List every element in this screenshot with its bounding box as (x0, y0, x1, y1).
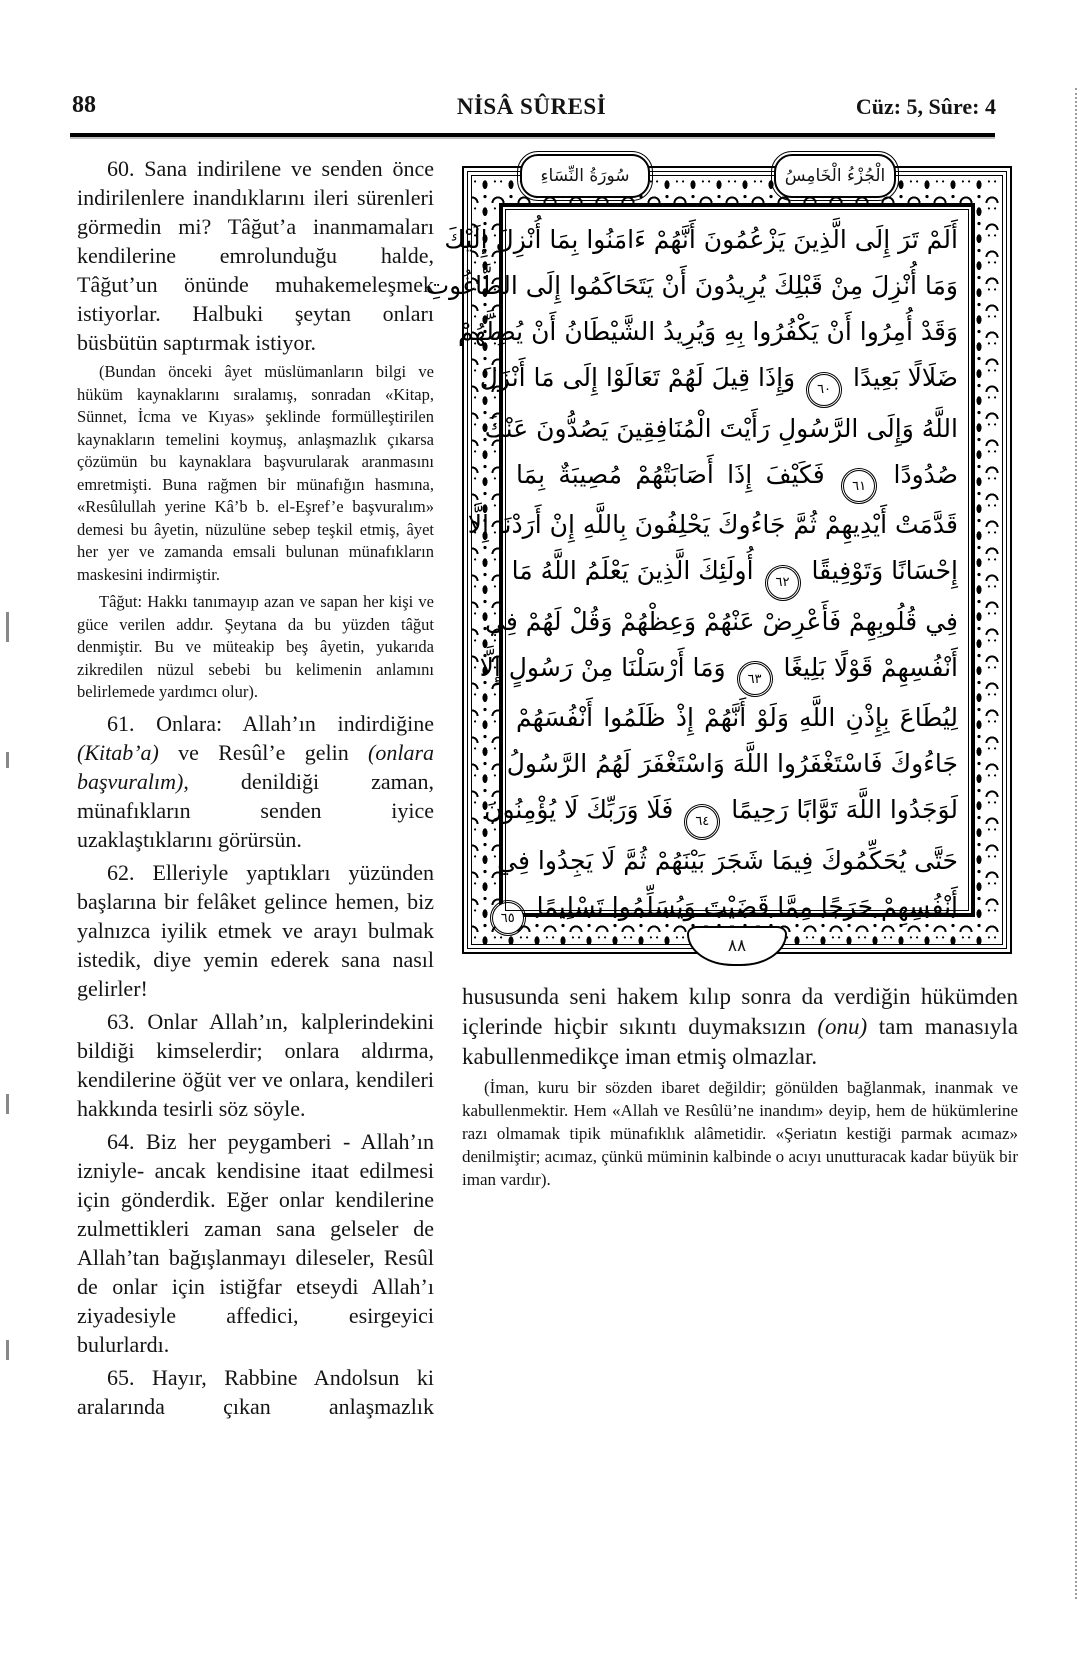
surah-name-label: سُورَةُ النِّسَاءِ (540, 166, 630, 186)
ayah-number-marker: ٦٤ (686, 806, 718, 838)
text-segment: 64. Biz her peygamberi - Allah’ın izniyle- ancak kendisine itaat edilmesi için gönderdik. Eğer onlar kendilerine zulmettikleri zaman sana gelseler de Allah’tan bağışlanmayı dileseler, Resûl de onlar için istiğfar etseydi Allah’ı ziyadesiyle affedici, esirgeyici bulurlardı. (77, 1128, 434, 1357)
juz-name-label: الْجُزْءُ الْخَامِسُ (784, 166, 886, 186)
surah-name-cartouche (520, 154, 650, 198)
ayah-number-marker: ٦١ (843, 470, 875, 502)
verse-paragraph (462, 982, 1018, 1072)
right-column (425, 166, 1018, 1196)
text-segment: hususunda seni hakem kılıp sonra da verdiğin hükümden içlerinde hiçbir sıkıntı duymaksızın (462, 984, 1018, 1039)
commentary-paragraph (462, 1076, 1018, 1191)
page-number: 88 (72, 92, 96, 118)
italic-segment: (Kitab’a) (77, 739, 159, 765)
text-segment: , denildiği zaman, münafıkların senden iyice uzaklaştıklarını görürsün. (77, 768, 434, 852)
scan-artifact-right-edge (1075, 88, 1077, 1599)
commentary-paragraph (77, 361, 434, 586)
quran-text-block (425, 217, 959, 926)
text-segment: 60. Sana indirilene ve senden önce indirilenlere inandıklarını ileri sürenleri görmedin mi? Tâğut’a inanmamaları kendilerine emrolunduğu halde, Tâğut’un önünde muhakemeleşmek istiyorlar. Halbuki şeytan onları büsbütün saptırmak istiyor. (77, 156, 434, 355)
page-title: NİSÂ SÛRESİ (456, 94, 607, 119)
text-segment: ve Resûl’e gelin (158, 739, 368, 765)
text-segment: Tâğut: Hakkı tanımayıp azan ve sapan her kişi ve güce verilen addır. Şeytana da bu yüzden tâğut denmiştir. Bu ve müteakip beş âyetin, yukarıda zikredilen nüzul sebebi bu kelimenin anlamını belirlemede yardımcı olur). (77, 592, 434, 701)
quran-line: حَتَّى يُحَكِّمُوكَ فِيمَا شَجَرَ بَيْنَهُمْ ثُمَّ لَا يَجِدُوا فِي (497, 845, 958, 875)
scan-artifact-mark (6, 1094, 9, 1114)
text-segment: (İman, kuru bir sözden ibaret değildir; gönülden bağlanmak, inanmak ve kabullenmektir. Hem «Allah ve Resûlü’ne inandım» deyip, hem de hükümlerine razı olmamak tipik münafıklık alâmetidir. «Şeriatın kestiği parmak acımaz» denilmiştir; acımaz, çünkü müminin kalbinde o acıyı unutturacak kadar büyük bir iman vardır). (462, 1078, 1018, 1189)
quran-line: جَاءُوكَ فَاسْتَغْفَرُوا اللَّهَ وَاسْتَغْفَرَ لَهُمُ الرَّسُولُ (506, 749, 958, 778)
juz-name-cartouche (774, 154, 896, 198)
quran-line: وَمَا أُنْزِلَ مِنْ قَبْلِكَ يُرِيدُونَ أَنْ يَتَحَاكَمُوا إِلَى الطَّاغُوتِ (425, 271, 958, 300)
quran-line: قَدَّمَتْ أَيْدِيهِمْ ثُمَّ جَاءُوكَ يَحْلِفُونَ بِاللَّهِ إِنْ أَرَدْنَا إِلَّا (467, 510, 958, 539)
italic-segment: (onu) (817, 1014, 868, 1039)
text-segment: 63. Onlar Allah’ın, kalplerindekini bildiği kimselerdir; onlara aldırma, kendilerine öğüt ver ve onlara, kendileri hakkında tesirli söz söyle. (77, 1008, 434, 1121)
quran-line: أَلَمْ تَرَ إِلَى الَّذِينَ يَزْعُمُونَ أَنَّهُمْ ءَامَنُوا بِمَا أُنْزِلَ إِلَيْكَ (444, 225, 958, 254)
quran-line: إِحْسَانًا وَتَوْفِيقًا ٦٢ أُولَئِكَ الَّذِينَ يَعْلَمُ اللَّهُ مَا (516, 548, 958, 599)
quran-line: صُدُودًا ٦١ فَكَيْفَ إِذَا أَصَابَتْهُمْ مُصِيبَةٌ بِمَا (516, 452, 958, 503)
verse-paragraph (77, 1007, 434, 1123)
quran-line: وَقَدْ أُمِرُوا أَنْ يَكْفُرُوا بِهِ وَيُرِيدُ الشَّيْطَانُ أَنْ يُضِلَّهُمْ (458, 317, 958, 346)
quran-line: اللَّهُ وَإِلَى الرَّسُولِ رَأَيْتَ الْمُنَافِقِينَ يَصُدُّونَ عَنْكَ (484, 413, 958, 443)
quran-line: فِي قُلُوبِهِمْ فَأَعْرِضْ عَنْهُمْ وَعِظْهُمْ وَقُلْ لَهُمْ فِي (485, 606, 958, 636)
header-rule (70, 133, 995, 137)
verse-paragraph (77, 1363, 434, 1421)
ayah-number-marker: ٦٥ (492, 902, 524, 934)
ayah-number-marker: ٦٠ (808, 374, 840, 406)
quran-line: أَنْفُسِهِمْ قَوْلًا بَلِيغًا ٦٣ وَمَا أَرْسَلْنَا مِنْ رَسُولٍ إِلَّا (516, 645, 958, 696)
mushaf-page-number-tab (687, 926, 787, 966)
scan-artifact-mark (6, 1340, 9, 1360)
text-segment: 65. Hayır, Rabbine Andolsun ki aralarında çıkan anlaşmazlık (77, 1364, 434, 1419)
left-column (77, 154, 434, 1425)
text-segment: 61. Onlara: Allah’ın indirdiğine (107, 710, 434, 736)
verse-paragraph (77, 858, 434, 1003)
italic-segment: (onlara başvuralım) (77, 739, 434, 794)
verse-paragraph (77, 709, 434, 854)
right-column-text (462, 982, 1018, 1191)
ayah-number-marker: ٦٢ (767, 567, 799, 599)
text-segment: 62. Elleriyle yaptıkları yüzünden başlarına bir felâket gelince hemen, biz yalnızca iyilik etmek ve arayı bulmak istedik, diye yemin ederek sana nasıl gelirler! (77, 859, 434, 1001)
juz-sure-info: Cüz: 5, Sûre: 4 (855, 94, 996, 119)
scan-artifact-mark (6, 752, 9, 768)
verse-paragraph (77, 154, 434, 357)
commentary-paragraph (77, 591, 434, 704)
quran-line: لَوَجَدُوا اللَّهَ تَوَّابًا رَحِيمًا ٦٤ فَلَا وَرَبِّكَ لَا يُؤْمِنُونَ (516, 787, 958, 838)
text-segment: (Bundan önceki âyet müslümanların bilgi ve hüküm kaynaklarını sıralamış, sonradan «Kitap, Sünnet, İcma ve Kıyas» şeklinde formülleştirilen kaynakların temelini koymuş, anlaşmazlık çıkarsa çözümün bu kaynaklara başvurularak aranmasını emretmişti. Buna rağmen bir münafığın hasmına, «Resûlullah yerine Kâ’b b. el-Eşref’e başvuralım» demesi bu âyetin, nüzulüne sebep teşkil etmiş, âyet her yer ve zamanda emsali bulunan münafıkların maskesini indirmiştir. (77, 362, 434, 584)
scan-artifact-mark (6, 612, 9, 642)
quran-line: لِيُطَاعَ بِإِذْنِ اللَّهِ وَلَوْ أَنَّهُمْ إِذْ ظَلَمُوا أَنْفُسَهُمْ (516, 703, 958, 732)
ayah-number-marker: ٦٣ (739, 663, 771, 695)
quran-line: ضَلَالًا بَعِيدًا ٦٠ وَإِذَا قِيلَ لَهُمْ تَعَالَوْا إِلَى مَا أَنْزَلَ (516, 355, 958, 406)
quran-line: أَنْفُسِهِمْ حَرَجًا مِمَّا قَضَيْتَ وَيُسَلِّمُوا تَسْلِيمًا ٦٥ (516, 884, 958, 935)
verse-paragraph (77, 1127, 434, 1359)
mushaf-page-number: ٨٨ (727, 936, 747, 956)
text-segment: tam manasıyla kabullenmedikçe iman etmiş olmazlar. (462, 1014, 1018, 1069)
frame-inner-border (425, 203, 975, 926)
quran-page-scan (425, 166, 1012, 956)
